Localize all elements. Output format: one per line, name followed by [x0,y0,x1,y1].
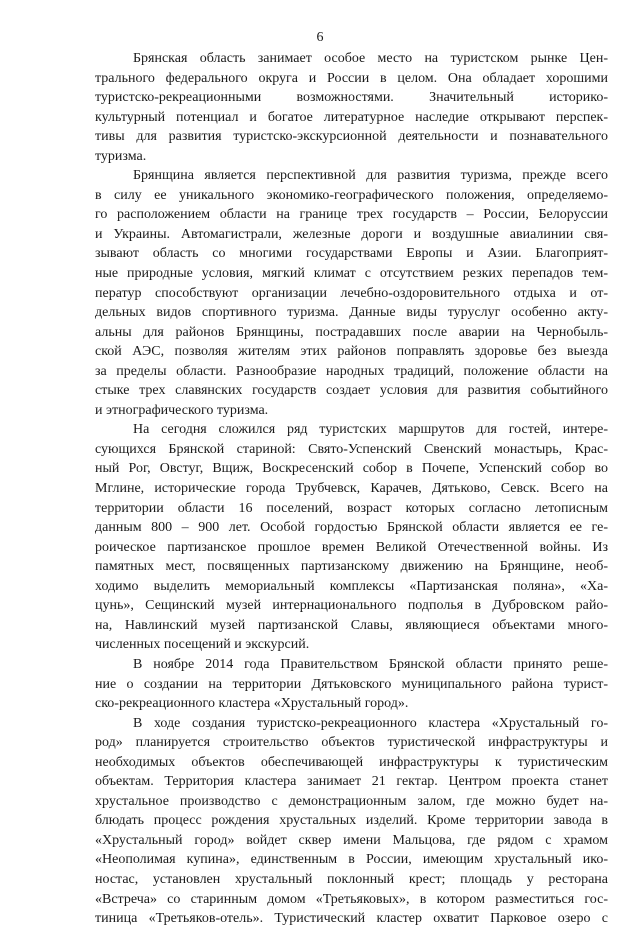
text-line: блюдать процесс рождения хрустальных изделий. Кроме территории завода в [95,813,608,829]
page-number: 6 [316,30,324,45]
text-line: тивы для развития туристско-экскурсионной деятельности и познавательного [95,129,608,145]
text-line: трального федерального округа и России в целом. Она обладает хорошими [95,70,608,86]
text-line: и Украины. Автомагистрали, железные дороги и воздушные авиалинии свя- [95,226,608,242]
text-line: за пределы области. Разнообразие народных традиций, положение области на [95,363,608,379]
text-line: необходимых объектов обеспечивающей инфраструктуры к туристическим [95,754,608,770]
text-line: сующихся Брянской стариной: Свято-Успенский Свенский монастырь, Крас- [95,441,608,457]
text-line: зывают область со многими государствами Европы и Азии. Благоприят- [95,246,608,262]
text-line: в силу ее уникального экономико-географического положения, определяемо- [95,187,608,203]
text-line: ностас, установлен хрустальный поклонный крест; площадь у ресторана [95,871,608,887]
text-line: Мглине, исторические города Трубчевск, Карачев, Дятьково, Севск. Всего на [95,481,608,497]
text-line: «Встреча» со старинным домом «Третьяковых», в котором разместиться гос- [95,891,608,907]
text-line: памятных мест, посвященных партизанскому движению на Брянщине, необ- [95,559,608,575]
text-line: туризма. [95,148,147,164]
text-line: культурный потенциал и богатое литературное наследие открывают перспек- [95,109,608,125]
text-line: В ходе создания туристско-рекреационного кластера «Хрустальный го- [133,715,608,731]
text-line: территории области 16 поселений, возраст которых согласно летописным [95,500,608,516]
body-text [95,49,608,929]
text-line: численных посещений и экскурсий. [95,637,310,653]
text-line: роическое партизанское прошлое времен Великой Отечественной войны. Из [95,539,608,555]
text-line: данным 800 – 900 лет. Особой гордостью Брянской области является ее ге- [95,520,608,536]
text-line: стыке трех славянских государств создает условия для развития событийного [95,383,608,399]
text-line: ные природные условия, мягкий климат с отсутствием резких перепадов тем- [95,266,608,282]
text-line: го расположением области на границе трех государств – России, Белоруссии [95,207,608,223]
text-line: На сегодня сложился ряд туристских маршрутов для гостей, интере- [133,422,608,438]
text-line: ской АЭС, позволяя жителям этих районов поправлять здоровье без выезда [95,344,608,360]
text-line: род» планируется строительство объектов туристической инфраструктуры и [95,735,608,751]
text-line: Брянщина является перспективной для развития туризма, прежде всего [133,168,608,184]
text-line: ходимо выделить мемориальный комплексы «Партизанская поляна», «Ха- [95,578,608,594]
text-line: «Хрустальный город» войдет сквер имени Мальцова, где рядом с храмом [95,832,608,848]
text-line: ско-рекреационного кластера «Хрустальный город». [95,696,409,712]
text-line: альны для районов Брянщины, пострадавших после аварии на Чернобыль- [95,324,608,340]
text-line: ный Рог, Овстуг, Вщиж, Воскресенский собор в Почепе, Успенский собор во [95,461,608,477]
text-line: туристско-рекреационными возможностями. Значительный историко- [95,90,608,106]
text-line: хрустальное производство с демонстрационным залом, где можно будет на- [95,793,608,809]
text-line: объектам. Территория кластера занимает 21 гектар. Центром проекта станет [95,774,608,790]
text-line: на, Навлинский музей партизанской Славы, являющиеся объектами много- [95,617,608,633]
text-line: Брянская область занимает особое место на туристском рынке Цен- [133,51,608,66]
text-line: «Неополимая купина», единственным в России, имеющим хрустальный ико- [95,852,608,868]
text-line: В ноябре 2014 года Правительством Брянской области принято реше- [133,656,608,672]
text-line: ператур способствуют организации лечебно-оздоровительного отдыха и от- [95,285,608,301]
text-line: и этнографического туризма. [95,402,269,418]
text-line: тиница «Третьяков-отель». Туристический кластер охватит Парковое озеро с [95,911,608,927]
text-line: дельных видов спортивного туризма. Данные виды туруслуг особенно акту- [95,305,608,321]
text-line: цунь», Сещинский музей интернационального подполья в Дубровском райо- [95,598,608,614]
text-line: ние о создании на территории Дятьковского муниципального района турист- [95,676,608,692]
